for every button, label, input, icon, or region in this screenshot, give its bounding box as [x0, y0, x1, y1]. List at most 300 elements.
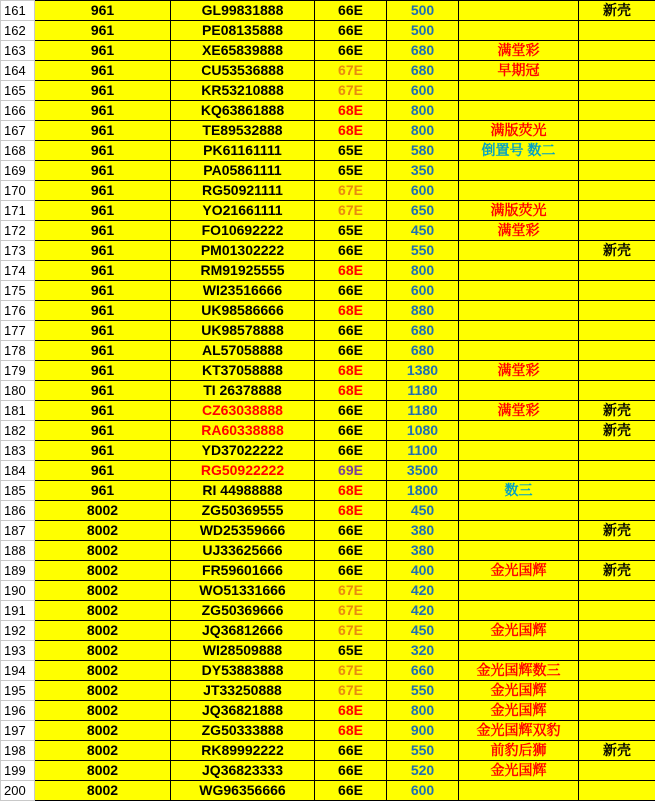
row-number[interactable]: 197 [1, 721, 35, 741]
row-number[interactable]: 176 [1, 301, 35, 321]
table-row [1, 81, 655, 101]
serial-cell[interactable]: PM01302222 [171, 241, 315, 261]
prefix-cell[interactable]: 8002 [35, 741, 171, 761]
grade-cell[interactable]: 68E [315, 301, 387, 321]
prefix-cell[interactable]: 961 [35, 481, 171, 501]
tag-cell[interactable] [579, 541, 655, 561]
row-number[interactable]: 189 [1, 561, 35, 581]
price-cell[interactable]: 450 [387, 501, 459, 521]
price-cell[interactable]: 1080 [387, 421, 459, 441]
row-number[interactable]: 182 [1, 421, 35, 441]
tag-cell[interactable]: 新壳 [579, 521, 655, 541]
table-row [1, 161, 655, 181]
serial-cell[interactable]: TE89532888 [171, 121, 315, 141]
serial-cell[interactable]: KT37058888 [171, 361, 315, 381]
price-cell[interactable]: 660 [387, 661, 459, 681]
tag-cell[interactable]: 新壳 [579, 241, 655, 261]
serial-cell[interactable]: ZG50333888 [171, 721, 315, 741]
row-number[interactable]: 180 [1, 381, 35, 401]
grade-cell[interactable]: 68E [315, 101, 387, 121]
note-cell[interactable]: 金光国辉 [459, 561, 579, 581]
serial-cell[interactable]: UK98578888 [171, 321, 315, 341]
row-number[interactable]: 175 [1, 281, 35, 301]
tag-cell[interactable] [579, 761, 655, 781]
prefix-cell[interactable]: 8002 [35, 761, 171, 781]
tag-cell[interactable] [579, 101, 655, 121]
serial-cell[interactable]: XE65839888 [171, 41, 315, 61]
serial-cell[interactable]: YO21661111 [171, 201, 315, 221]
table-row [1, 221, 655, 241]
row-number[interactable]: 164 [1, 61, 35, 81]
row-number[interactable]: 179 [1, 361, 35, 381]
table-row [1, 541, 655, 561]
table-row [1, 41, 655, 61]
tag-cell[interactable] [579, 601, 655, 621]
prefix-cell[interactable]: 961 [35, 261, 171, 281]
row-number[interactable]: 198 [1, 741, 35, 761]
serial-cell[interactable]: FR59601666 [171, 561, 315, 581]
grade-cell[interactable]: 68E [315, 121, 387, 141]
serial-cell[interactable]: ZG50369555 [171, 501, 315, 521]
tag-cell[interactable] [579, 21, 655, 41]
prefix-cell[interactable]: 961 [35, 401, 171, 421]
note-cell[interactable]: 满版荧光 [459, 201, 579, 221]
note-cell[interactable] [459, 341, 579, 361]
note-cell[interactable] [459, 641, 579, 661]
row-number[interactable]: 181 [1, 401, 35, 421]
table-row [1, 721, 655, 741]
tag-cell[interactable]: 新壳 [579, 421, 655, 441]
serial-cell[interactable]: WI23516666 [171, 281, 315, 301]
price-cell[interactable]: 1380 [387, 361, 459, 381]
table-row [1, 681, 655, 701]
table-row [1, 261, 655, 281]
note-cell[interactable] [459, 501, 579, 521]
row-number[interactable]: 177 [1, 321, 35, 341]
table-row [1, 661, 655, 681]
grade-cell[interactable]: 69E [315, 461, 387, 481]
note-cell[interactable]: 金光国辉双豹 [459, 721, 579, 741]
price-cell[interactable]: 680 [387, 321, 459, 341]
row-number[interactable]: 200 [1, 781, 35, 801]
tag-cell[interactable] [579, 441, 655, 461]
row-number[interactable]: 161 [1, 1, 35, 21]
price-cell[interactable]: 1180 [387, 401, 459, 421]
tag-cell[interactable]: 新壳 [579, 741, 655, 761]
tag-cell[interactable] [579, 301, 655, 321]
row-number[interactable]: 167 [1, 121, 35, 141]
prefix-cell[interactable]: 961 [35, 321, 171, 341]
table-row [1, 701, 655, 721]
table-row [1, 301, 655, 321]
tag-cell[interactable] [579, 61, 655, 81]
prefix-cell[interactable]: 961 [35, 461, 171, 481]
serial-cell[interactable]: JQ36823333 [171, 761, 315, 781]
grade-cell[interactable]: 67E [315, 681, 387, 701]
serial-cell[interactable]: KQ63861888 [171, 101, 315, 121]
tag-cell[interactable]: 新壳 [579, 561, 655, 581]
grade-cell[interactable]: 68E [315, 501, 387, 521]
note-cell[interactable]: 满堂彩 [459, 41, 579, 61]
grade-cell[interactable]: 68E [315, 721, 387, 741]
grade-cell[interactable]: 65E [315, 141, 387, 161]
prefix-cell[interactable]: 961 [35, 1, 171, 21]
price-cell[interactable]: 600 [387, 181, 459, 201]
tag-cell[interactable] [579, 381, 655, 401]
row-number[interactable]: 172 [1, 221, 35, 241]
prefix-cell[interactable]: 8002 [35, 541, 171, 561]
tag-cell[interactable] [579, 201, 655, 221]
prefix-cell[interactable]: 961 [35, 141, 171, 161]
grade-cell[interactable]: 68E [315, 261, 387, 281]
note-cell[interactable] [459, 21, 579, 41]
serial-cell[interactable]: RM91925555 [171, 261, 315, 281]
tag-cell[interactable] [579, 161, 655, 181]
prefix-cell[interactable]: 961 [35, 301, 171, 321]
serial-cell[interactable]: WG96356666 [171, 781, 315, 801]
grade-cell[interactable]: 65E [315, 221, 387, 241]
note-cell[interactable] [459, 581, 579, 601]
serial-cell[interactable]: UK98586666 [171, 301, 315, 321]
prefix-cell[interactable]: 961 [35, 161, 171, 181]
grade-cell[interactable]: 66E [315, 421, 387, 441]
tag-cell[interactable] [579, 361, 655, 381]
prefix-cell[interactable]: 8002 [35, 521, 171, 541]
price-cell[interactable]: 350 [387, 161, 459, 181]
serial-cell[interactable]: AL57058888 [171, 341, 315, 361]
price-cell[interactable]: 450 [387, 221, 459, 241]
price-cell[interactable]: 550 [387, 681, 459, 701]
serial-cell[interactable]: ZG50369666 [171, 601, 315, 621]
prefix-cell[interactable]: 8002 [35, 721, 171, 741]
row-number[interactable]: 186 [1, 501, 35, 521]
grade-cell[interactable]: 66E [315, 541, 387, 561]
row-number[interactable]: 184 [1, 461, 35, 481]
row-number[interactable]: 165 [1, 81, 35, 101]
row-number[interactable]: 169 [1, 161, 35, 181]
prefix-cell[interactable]: 961 [35, 21, 171, 41]
note-cell[interactable] [459, 101, 579, 121]
serial-cell[interactable]: WO51331666 [171, 581, 315, 601]
tag-cell[interactable] [579, 121, 655, 141]
grade-cell[interactable]: 66E [315, 401, 387, 421]
grade-cell[interactable]: 67E [315, 601, 387, 621]
price-cell[interactable]: 420 [387, 601, 459, 621]
note-cell[interactable]: 早期冠 [459, 61, 579, 81]
tag-cell[interactable] [579, 321, 655, 341]
price-cell[interactable]: 680 [387, 41, 459, 61]
serial-cell[interactable]: WD25359666 [171, 521, 315, 541]
price-cell[interactable]: 1100 [387, 441, 459, 461]
price-cell[interactable]: 500 [387, 21, 459, 41]
serial-cell[interactable]: CZ63038888 [171, 401, 315, 421]
prefix-cell[interactable]: 961 [35, 181, 171, 201]
serial-cell[interactable]: PA05861111 [171, 161, 315, 181]
price-cell[interactable]: 600 [387, 81, 459, 101]
grade-cell[interactable]: 66E [315, 21, 387, 41]
grade-cell[interactable]: 67E [315, 181, 387, 201]
grade-cell[interactable]: 67E [315, 581, 387, 601]
row-number[interactable]: 195 [1, 681, 35, 701]
table-row [1, 481, 655, 501]
prefix-cell[interactable]: 8002 [35, 781, 171, 801]
tag-cell[interactable] [579, 261, 655, 281]
price-cell[interactable]: 3500 [387, 461, 459, 481]
note-cell[interactable] [459, 541, 579, 561]
grade-cell[interactable]: 66E [315, 781, 387, 801]
grade-cell[interactable]: 65E [315, 161, 387, 181]
note-cell[interactable]: 前豹后狮 [459, 741, 579, 761]
price-cell[interactable]: 450 [387, 621, 459, 641]
tag-cell[interactable] [579, 721, 655, 741]
note-cell[interactable]: 数三 [459, 481, 579, 501]
tag-cell[interactable] [579, 661, 655, 681]
tag-cell[interactable] [579, 221, 655, 241]
row-number[interactable]: 196 [1, 701, 35, 721]
price-cell[interactable]: 600 [387, 781, 459, 801]
tag-cell[interactable] [579, 621, 655, 641]
row-number[interactable]: 183 [1, 441, 35, 461]
price-cell[interactable]: 500 [387, 1, 459, 21]
prefix-cell[interactable]: 8002 [35, 621, 171, 641]
row-number[interactable]: 168 [1, 141, 35, 161]
serial-cell[interactable]: RG50922222 [171, 461, 315, 481]
note-cell[interactable] [459, 241, 579, 261]
note-cell[interactable] [459, 421, 579, 441]
serial-cell[interactable]: JT33250888 [171, 681, 315, 701]
note-cell[interactable] [459, 1, 579, 21]
tag-cell[interactable] [579, 781, 655, 801]
table-row [1, 101, 655, 121]
serial-cell[interactable]: JQ36812666 [171, 621, 315, 641]
price-cell[interactable]: 550 [387, 741, 459, 761]
tag-cell[interactable] [579, 41, 655, 61]
prefix-cell[interactable]: 961 [35, 441, 171, 461]
serial-cell[interactable]: PE08135888 [171, 21, 315, 41]
prefix-cell[interactable]: 961 [35, 221, 171, 241]
note-cell[interactable] [459, 261, 579, 281]
prefix-cell[interactable]: 961 [35, 101, 171, 121]
tag-cell[interactable] [579, 461, 655, 481]
price-cell[interactable]: 320 [387, 641, 459, 661]
table-row [1, 1, 655, 21]
tag-cell[interactable] [579, 701, 655, 721]
table-row [1, 461, 655, 481]
table-row [1, 141, 655, 161]
row-number[interactable]: 173 [1, 241, 35, 261]
price-cell[interactable]: 880 [387, 301, 459, 321]
price-cell[interactable]: 1800 [387, 481, 459, 501]
serial-cell[interactable]: RG50921111 [171, 181, 315, 201]
serial-cell[interactable]: UJ33625666 [171, 541, 315, 561]
tag-cell[interactable] [579, 641, 655, 661]
grade-cell[interactable]: 66E [315, 741, 387, 761]
grade-cell[interactable]: 66E [315, 521, 387, 541]
note-cell[interactable]: 满堂彩 [459, 401, 579, 421]
prefix-cell[interactable]: 8002 [35, 701, 171, 721]
sheet-body [1, 1, 655, 801]
prefix-cell[interactable]: 8002 [35, 641, 171, 661]
row-number[interactable]: 162 [1, 21, 35, 41]
prefix-cell[interactable]: 961 [35, 121, 171, 141]
grade-cell[interactable]: 66E [315, 241, 387, 261]
prefix-cell[interactable]: 8002 [35, 561, 171, 581]
price-cell[interactable]: 380 [387, 541, 459, 561]
price-cell[interactable]: 800 [387, 121, 459, 141]
note-cell[interactable]: 金光国辉数三 [459, 661, 579, 681]
tag-cell[interactable] [579, 681, 655, 701]
price-cell[interactable]: 380 [387, 521, 459, 541]
grade-cell[interactable]: 68E [315, 361, 387, 381]
note-cell[interactable] [459, 381, 579, 401]
price-cell[interactable]: 420 [387, 581, 459, 601]
row-number[interactable]: 187 [1, 521, 35, 541]
prefix-cell[interactable]: 8002 [35, 581, 171, 601]
table-row [1, 501, 655, 521]
table-row [1, 581, 655, 601]
prefix-cell[interactable]: 961 [35, 381, 171, 401]
note-cell[interactable]: 金光国辉 [459, 621, 579, 641]
prefix-cell[interactable]: 961 [35, 341, 171, 361]
grade-cell[interactable]: 67E [315, 661, 387, 681]
note-cell[interactable] [459, 321, 579, 341]
tag-cell[interactable] [579, 481, 655, 501]
row-number[interactable]: 193 [1, 641, 35, 661]
serial-cell[interactable]: YD37022222 [171, 441, 315, 461]
price-cell[interactable]: 650 [387, 201, 459, 221]
serial-cell[interactable]: TI 26378888 [171, 381, 315, 401]
price-cell[interactable]: 550 [387, 241, 459, 261]
note-cell[interactable] [459, 81, 579, 101]
row-number[interactable]: 185 [1, 481, 35, 501]
price-cell[interactable]: 900 [387, 721, 459, 741]
note-cell[interactable]: 金光国辉 [459, 701, 579, 721]
grade-cell[interactable]: 66E [315, 281, 387, 301]
prefix-cell[interactable]: 961 [35, 421, 171, 441]
grade-cell[interactable]: 66E [315, 341, 387, 361]
prefix-cell[interactable]: 961 [35, 61, 171, 81]
tag-cell[interactable] [579, 501, 655, 521]
tag-cell[interactable] [579, 581, 655, 601]
prefix-cell[interactable]: 961 [35, 81, 171, 101]
note-cell[interactable]: 满版荧光 [459, 121, 579, 141]
prefix-cell[interactable]: 961 [35, 281, 171, 301]
serial-cell[interactable]: WI28509888 [171, 641, 315, 661]
tag-cell[interactable] [579, 181, 655, 201]
price-cell[interactable]: 680 [387, 61, 459, 81]
note-cell[interactable]: 倒置号 数二 [459, 141, 579, 161]
grade-cell[interactable]: 68E [315, 381, 387, 401]
serial-cell[interactable]: JQ36821888 [171, 701, 315, 721]
prefix-cell[interactable]: 961 [35, 41, 171, 61]
table-row [1, 321, 655, 341]
serial-cell[interactable]: DY53883888 [171, 661, 315, 681]
row-number[interactable]: 166 [1, 101, 35, 121]
grade-cell[interactable]: 67E [315, 81, 387, 101]
note-cell[interactable]: 满堂彩 [459, 361, 579, 381]
price-cell[interactable]: 800 [387, 261, 459, 281]
price-cell[interactable]: 400 [387, 561, 459, 581]
grade-cell[interactable]: 66E [315, 321, 387, 341]
row-number[interactable]: 171 [1, 201, 35, 221]
note-cell[interactable] [459, 281, 579, 301]
prefix-cell[interactable]: 8002 [35, 501, 171, 521]
row-number[interactable]: 194 [1, 661, 35, 681]
tag-cell[interactable] [579, 341, 655, 361]
serial-cell[interactable]: RK89992222 [171, 741, 315, 761]
note-cell[interactable] [459, 521, 579, 541]
grade-cell[interactable]: 67E [315, 201, 387, 221]
grade-cell[interactable]: 66E [315, 1, 387, 21]
price-cell[interactable]: 580 [387, 141, 459, 161]
row-number[interactable]: 190 [1, 581, 35, 601]
note-cell[interactable]: 金光国辉 [459, 761, 579, 781]
serial-cell[interactable]: FO10692222 [171, 221, 315, 241]
tag-cell[interactable] [579, 81, 655, 101]
prefix-cell[interactable]: 961 [35, 361, 171, 381]
note-cell[interactable] [459, 461, 579, 481]
prefix-cell[interactable]: 961 [35, 201, 171, 221]
serial-cell[interactable]: KR53210888 [171, 81, 315, 101]
prefix-cell[interactable]: 8002 [35, 661, 171, 681]
grade-cell[interactable]: 66E [315, 41, 387, 61]
serial-cell[interactable]: RI 44988888 [171, 481, 315, 501]
price-cell[interactable]: 800 [387, 701, 459, 721]
note-cell[interactable]: 金光国辉 [459, 681, 579, 701]
grade-cell[interactable]: 66E [315, 761, 387, 781]
prefix-cell[interactable]: 961 [35, 241, 171, 261]
note-cell[interactable] [459, 301, 579, 321]
note-cell[interactable] [459, 781, 579, 801]
note-cell[interactable] [459, 601, 579, 621]
note-cell[interactable] [459, 441, 579, 461]
row-number[interactable]: 192 [1, 621, 35, 641]
price-cell[interactable]: 1180 [387, 381, 459, 401]
row-number[interactable]: 174 [1, 261, 35, 281]
serial-cell[interactable]: RA60338888 [171, 421, 315, 441]
grade-cell[interactable]: 68E [315, 481, 387, 501]
prefix-cell[interactable]: 8002 [35, 601, 171, 621]
grade-cell[interactable]: 65E [315, 641, 387, 661]
grade-cell[interactable]: 68E [315, 701, 387, 721]
grade-cell[interactable]: 67E [315, 61, 387, 81]
tag-cell[interactable]: 新壳 [579, 1, 655, 21]
prefix-cell[interactable]: 8002 [35, 681, 171, 701]
row-number[interactable]: 188 [1, 541, 35, 561]
price-cell[interactable]: 680 [387, 341, 459, 361]
serial-cell[interactable]: CU53536888 [171, 61, 315, 81]
tag-cell[interactable] [579, 141, 655, 161]
row-number[interactable]: 170 [1, 181, 35, 201]
row-number[interactable]: 163 [1, 41, 35, 61]
row-number[interactable]: 199 [1, 761, 35, 781]
grade-cell[interactable]: 67E [315, 621, 387, 641]
grade-cell[interactable]: 66E [315, 561, 387, 581]
price-cell[interactable]: 600 [387, 281, 459, 301]
note-cell[interactable] [459, 161, 579, 181]
price-cell[interactable]: 800 [387, 101, 459, 121]
serial-cell[interactable]: GL99831888 [171, 1, 315, 21]
note-cell[interactable] [459, 181, 579, 201]
row-number[interactable]: 191 [1, 601, 35, 621]
serial-cell[interactable]: PK61161111 [171, 141, 315, 161]
note-cell[interactable]: 满堂彩 [459, 221, 579, 241]
row-number[interactable]: 178 [1, 341, 35, 361]
tag-cell[interactable]: 新壳 [579, 401, 655, 421]
tag-cell[interactable] [579, 281, 655, 301]
grade-cell[interactable]: 66E [315, 441, 387, 461]
price-cell[interactable]: 520 [387, 761, 459, 781]
